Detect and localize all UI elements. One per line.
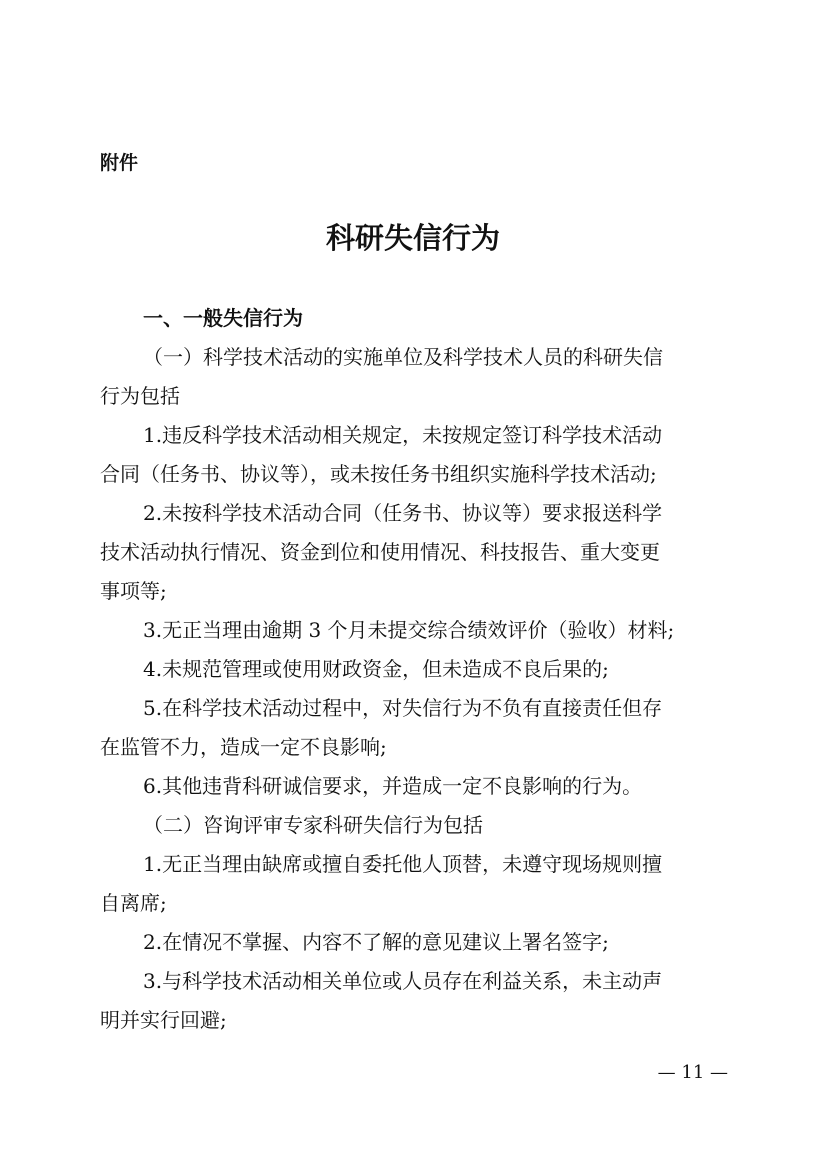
list-item: 2.未按科学技术活动合同（任务书、协议等）要求报送科学 xyxy=(143,501,663,525)
list-item: 1.违反科学技术活动相关规定，未按规定签订科学技术活动 xyxy=(143,423,663,447)
list-item-cont: 事项等; xyxy=(100,579,167,603)
list-item-cont: 自离席; xyxy=(100,891,167,915)
list-item-cont: 明并实行回避; xyxy=(100,1008,227,1032)
document-title: 科研失信行为 xyxy=(325,221,500,255)
list-item-cont: 合同（任务书、协议等），或未按任务书组织实施科学技术活动; xyxy=(100,462,657,486)
page-number: — 11 — xyxy=(657,1062,728,1083)
subsection-heading-cont: 行为包括 xyxy=(100,384,180,408)
list-item: 1.无正当理由缺席或擅自委托他人顶替，未遵守现场规则擅 xyxy=(143,852,663,876)
list-item-cont: 技术活动执行情况、资金到位和使用情况、科技报告、重大变更 xyxy=(100,540,660,564)
list-item: 6.其他违背科研诚信要求，并造成一定不良影响的行为。 xyxy=(143,774,643,798)
subsection-heading: （一）科学技术活动的实施单位及科学技术人员的科研失信 xyxy=(143,345,663,369)
attachment-label: 附件 xyxy=(100,152,139,174)
list-item-cont: 在监管不力，造成一定不良影响; xyxy=(100,735,387,759)
list-item: 4.未规范管理或使用财政资金，但未造成不良后果的; xyxy=(143,657,609,681)
subsection-heading: （二）咨询评审专家科研失信行为包括 xyxy=(143,813,483,837)
list-item: 2.在情况不掌握、内容不了解的意见建议上署名签字; xyxy=(143,930,609,954)
list-item: 3.无正当理由逾期 3 个月未提交综合绩效评价（验收）材料; xyxy=(143,618,675,642)
list-item: 3.与科学技术活动相关单位或人员存在利益关系，未主动声 xyxy=(143,969,663,993)
list-item: 5.在科学技术活动过程中，对失信行为不负有直接责任但存 xyxy=(143,696,663,720)
section-heading: 一、一般失信行为 xyxy=(143,306,303,330)
